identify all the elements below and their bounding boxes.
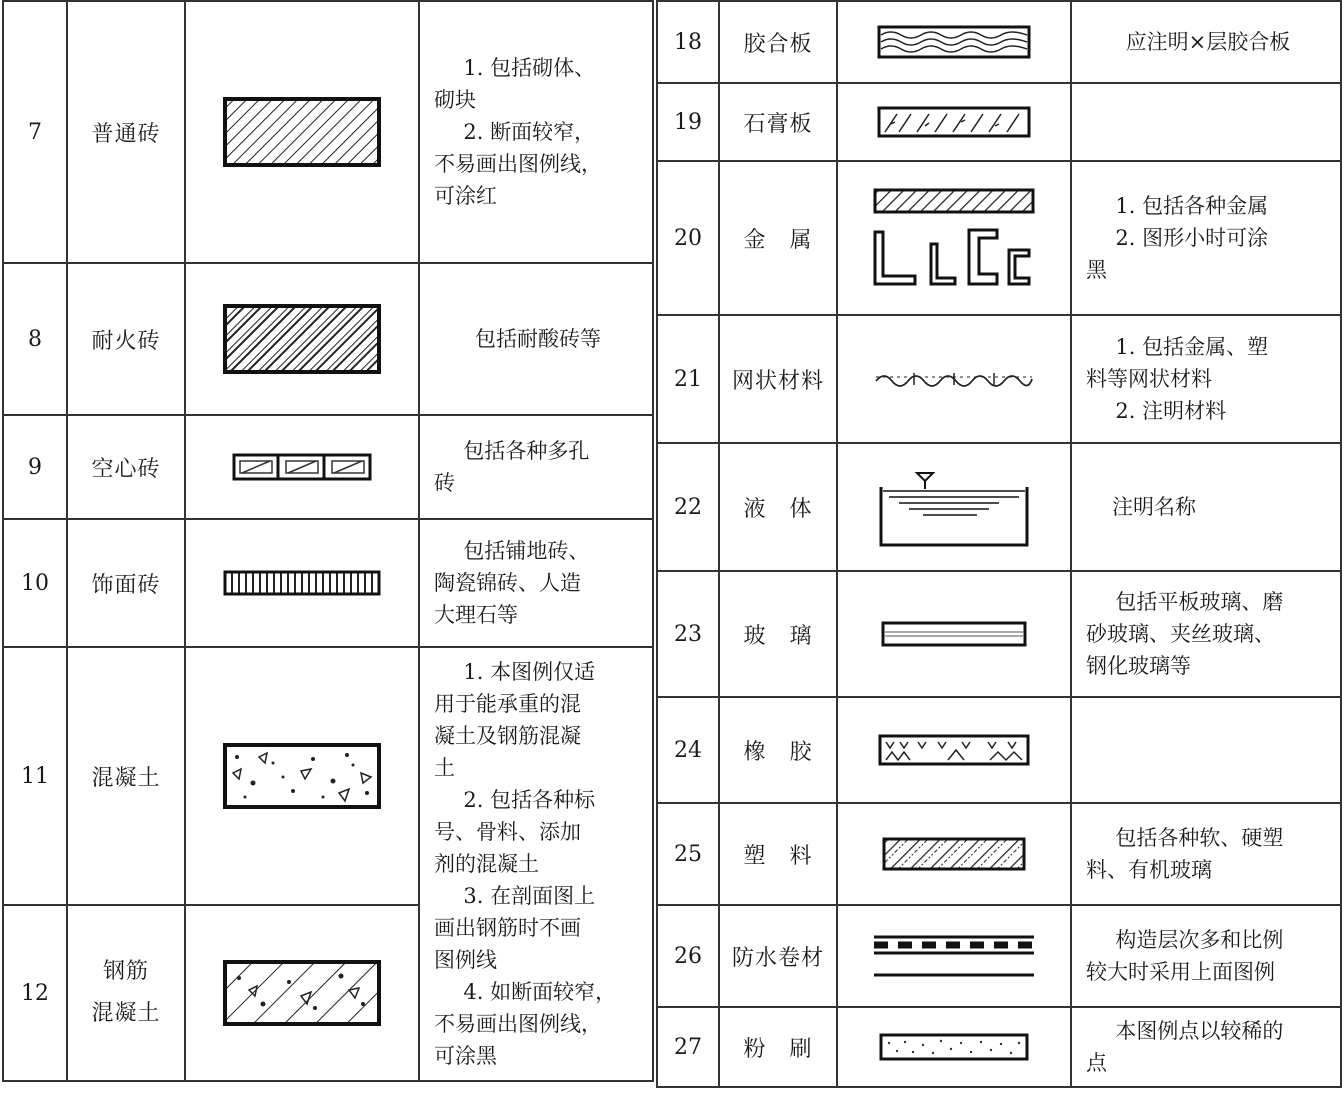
table-row (3, 519, 653, 647)
note-line: 大理石等 (434, 603, 518, 627)
note-cell (1071, 803, 1341, 905)
note-line: 1. 包括各种金属 (1115, 194, 1269, 218)
row-number: 19 (657, 83, 719, 161)
material-name: 网状材料 (719, 315, 837, 443)
material-name: 石膏板 (719, 83, 837, 161)
reinforced-concrete-icon (185, 905, 419, 1081)
concrete-icon (185, 647, 419, 905)
note-line: 4. 如断面较窄， (463, 980, 617, 1004)
note-cell (1071, 1007, 1341, 1087)
note-line: 本图例点以较稀的 (1115, 1019, 1284, 1043)
note-line: 注明名称 (1112, 495, 1196, 519)
table-row (657, 315, 1341, 443)
note-cell (1071, 571, 1341, 697)
metal-sections-icon (837, 161, 1071, 315)
material-name: 耐火砖 (67, 263, 185, 415)
note-cell (419, 263, 653, 415)
table-row (657, 161, 1341, 315)
note-cell (1071, 315, 1341, 443)
note-line: 陶瓷锦砖、人造 (434, 571, 581, 595)
material-name: 普通砖 (67, 1, 185, 263)
note-line: 包括各种多孔 (463, 439, 590, 463)
note-line: 钢化玻璃等 (1086, 654, 1191, 678)
row-number: 25 (657, 803, 719, 905)
row-number: 8 (3, 263, 67, 415)
material-name: 混凝土 (67, 647, 185, 905)
note-line: 料等网状材料 (1086, 367, 1212, 391)
note-cell (419, 519, 653, 647)
row-number: 21 (657, 315, 719, 443)
note-line: 1. 包括金属、塑 (1115, 335, 1269, 359)
note-line: 可涂红 (434, 184, 497, 208)
note-line: 砂玻璃、夹丝玻璃、 (1086, 622, 1275, 646)
note-line: 凝土及钢筋混凝 (434, 724, 581, 748)
firebrick-hatch-icon (185, 263, 419, 415)
note-cell (1071, 905, 1341, 1007)
material-name: 塑 料 (719, 803, 837, 905)
note-line: 2. 断面较窄， (463, 120, 596, 144)
material-name: 橡 胶 (719, 697, 837, 803)
material-name: 液 体 (719, 443, 837, 571)
hollow-brick-icon (185, 415, 419, 519)
note-line: 黑 (1086, 258, 1107, 282)
note-line: 不易画出图例线， (434, 1012, 602, 1036)
table-row (657, 803, 1341, 905)
table-row (657, 443, 1341, 571)
note-line: 3. 在剖面图上 (463, 884, 596, 908)
note-line: 剂的混凝土 (434, 852, 539, 876)
note-line: 不易画出图例线， (434, 152, 602, 176)
table-row (657, 571, 1341, 697)
material-name: 饰面砖 (67, 519, 185, 647)
gypsum-board-icon (837, 83, 1071, 161)
material-name: 粉 刷 (719, 1007, 837, 1087)
table-row (657, 83, 1341, 161)
note-line: 画出钢筋时不画 (434, 916, 581, 940)
plaster-icon (837, 1007, 1071, 1087)
note-line: 料、有机玻璃 (1086, 858, 1212, 882)
note-cell (419, 1, 653, 263)
note-line: 号、骨料、添加 (434, 820, 581, 844)
note-line: 砖 (434, 471, 455, 495)
rubber-icon (837, 697, 1071, 803)
table-row (3, 1, 653, 263)
row-number: 23 (657, 571, 719, 697)
note-line: 1. 包括砌体、 (463, 56, 596, 80)
material-name: 胶合板 (719, 1, 837, 83)
plastic-icon (837, 803, 1071, 905)
note-line: 可涂黑 (434, 1044, 497, 1068)
table-row (3, 263, 653, 415)
row-number: 26 (657, 905, 719, 1007)
note-cell (1071, 697, 1341, 803)
table-row (3, 415, 653, 519)
note-cell (1071, 83, 1341, 161)
note-line: 2. 注明材料 (1115, 399, 1227, 423)
liquid-container-icon (837, 443, 1071, 571)
note-line: 构造层次多和比例 (1115, 928, 1284, 952)
legend-table-left (2, 0, 654, 1082)
note-line: 1. 本图例仅适 (463, 660, 596, 684)
note-line: 包括耐酸砖等 (475, 327, 601, 351)
note-line: 点 (1086, 1051, 1107, 1075)
facing-brick-icon (185, 519, 419, 647)
table-row (657, 905, 1341, 1007)
table-row (657, 697, 1341, 803)
material-name: 防水卷材 (719, 905, 837, 1007)
note-line: 包括各种软、硬塑 (1115, 826, 1284, 850)
glass-icon (837, 571, 1071, 697)
note-line: 较大时采用上面图例 (1086, 960, 1275, 984)
row-number: 22 (657, 443, 719, 571)
note-line: 土 (434, 756, 455, 780)
note-line: 应注明×层胶合板 (1125, 30, 1291, 54)
row-number: 10 (3, 519, 67, 647)
row-number: 9 (3, 415, 67, 519)
note-line: 包括铺地砖、 (463, 539, 590, 563)
material-name: 玻 璃 (719, 571, 837, 697)
row-number: 7 (3, 1, 67, 263)
legend-table-right (656, 0, 1342, 1088)
row-number: 27 (657, 1007, 719, 1087)
ordinary-brick-hatch-icon (185, 1, 419, 263)
note-line: 包括平板玻璃、磨 (1115, 590, 1284, 614)
table-row (3, 647, 653, 905)
row-number: 11 (3, 647, 67, 905)
note-line: 砌块 (434, 88, 476, 112)
plywood-icon (837, 1, 1071, 83)
note-cell (1071, 1, 1341, 83)
note-line: 2. 包括各种标 (463, 788, 596, 812)
table-row (657, 1, 1341, 83)
note-cell (1071, 161, 1341, 315)
mesh-material-icon (837, 315, 1071, 443)
row-number: 20 (657, 161, 719, 315)
waterproof-membrane-icon (837, 905, 1071, 1007)
row-number: 24 (657, 697, 719, 803)
material-name: 金 属 (719, 161, 837, 315)
row-number: 18 (657, 1, 719, 83)
note-cell (419, 647, 653, 1081)
note-line: 图例线 (434, 948, 497, 972)
material-name: 钢筋 混凝土 (67, 905, 185, 1081)
note-line: 用于能承重的混 (434, 692, 581, 716)
material-name: 空心砖 (67, 415, 185, 519)
note-line: 2. 图形小时可涂 (1115, 226, 1269, 250)
note-cell (1071, 443, 1341, 571)
note-cell (419, 415, 653, 519)
row-number: 12 (3, 905, 67, 1081)
table-row (657, 1007, 1341, 1087)
